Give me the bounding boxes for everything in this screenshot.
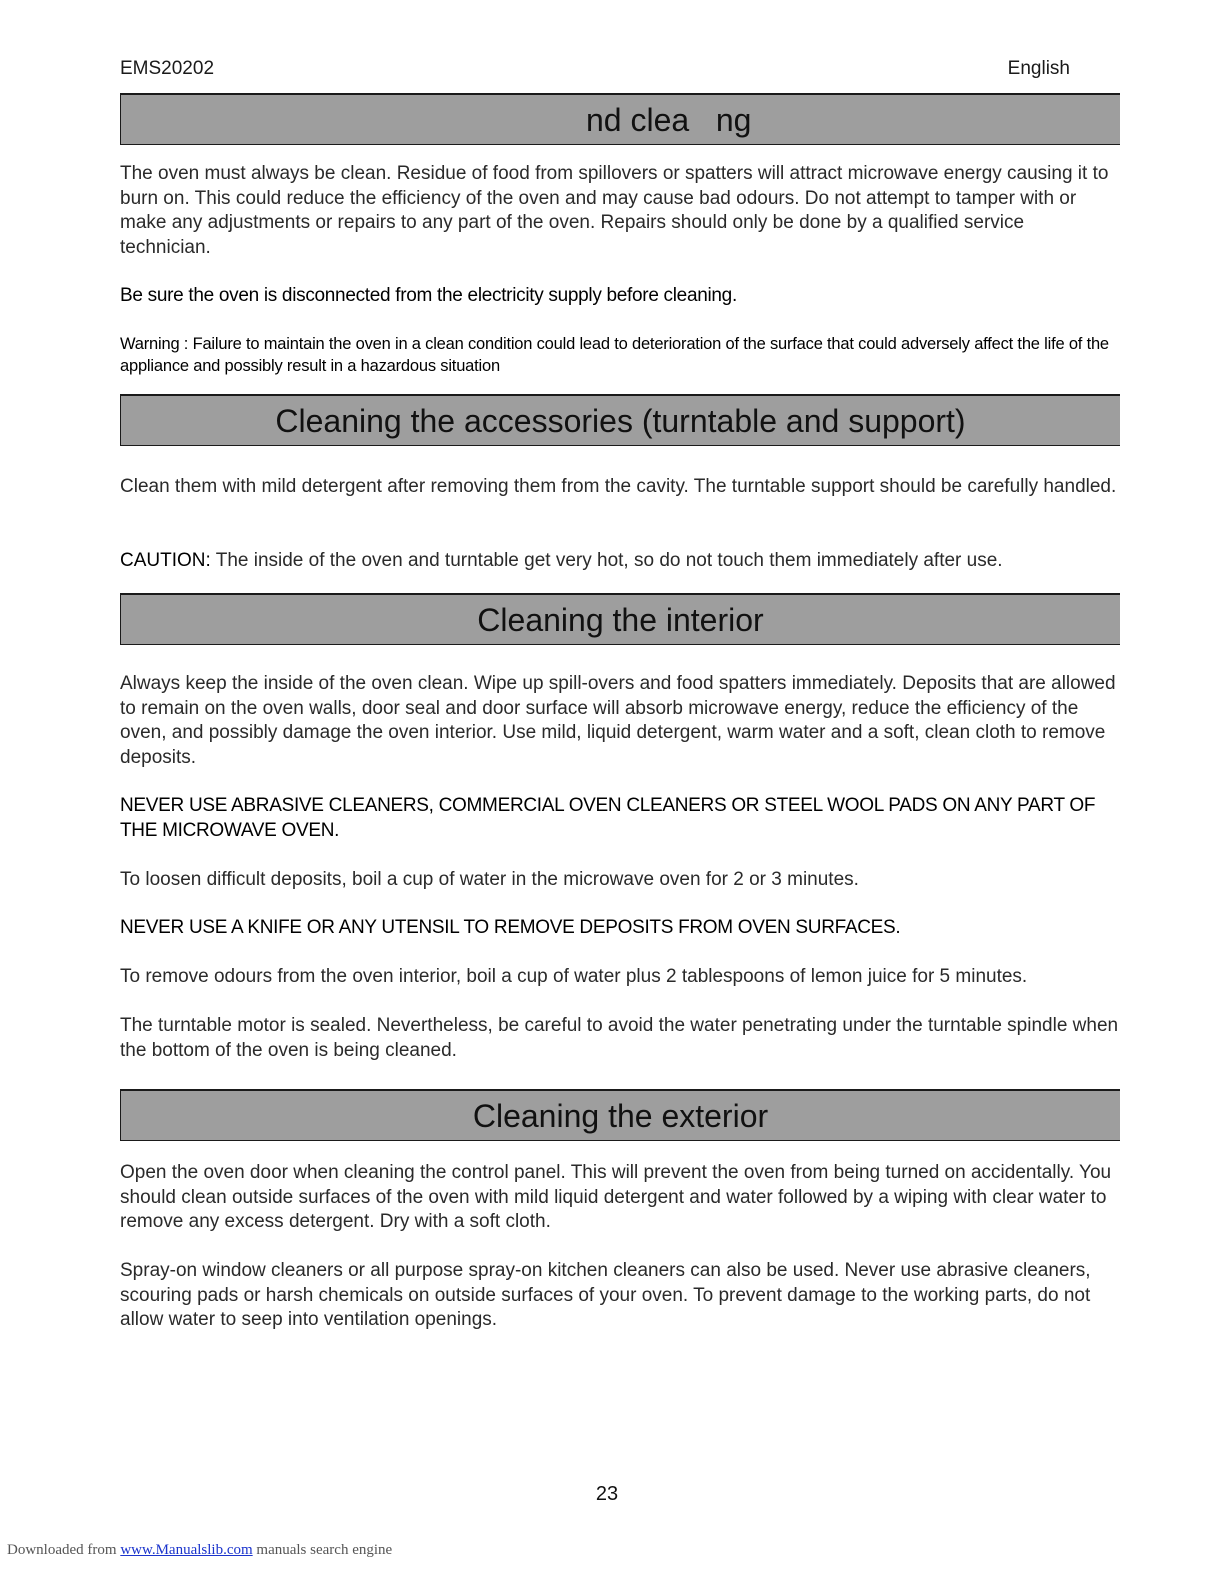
interior-paragraph-3: To loosen difficult deposits, boil a cup of water in the microwave oven for 2 or 3 minutes. — [120, 869, 859, 890]
footer-prefix: Downloaded from — [7, 1542, 121, 1558]
download-footer — [7, 1542, 392, 1559]
language-label: English — [1007, 58, 1070, 79]
page-header — [120, 58, 1070, 82]
manualslib-link[interactable]: www.Manualslib.com — [120, 1542, 253, 1558]
accessories-caution — [120, 549, 1120, 574]
footer-suffix: manuals search engine — [252, 1542, 393, 1558]
interior-paragraph-6: The turntable motor is sealed. Nevertheless, be careful to avoid the water penetrating under the turntable spindle when the bottom of the oven is being cleaned. — [120, 1015, 1119, 1061]
exterior-paragraph-2: Spray-on window cleaners or all purpose spray-on kitchen cleaners can also be used. Never use abrasive cleaners, scouring pads or harsh chemicals on outside surfaces of your oven. To prevent damage to the working parts, do not allow water to seep into ventilation openings. — [120, 1260, 1091, 1330]
accessories-paragraph-1: Clean them with mild detergent after removing them from the cavity. The turntable support should be carefully handled. — [120, 476, 1117, 497]
section-title-maintenance: nd clea ng — [586, 102, 752, 138]
section-banner-exterior — [120, 1089, 1120, 1141]
section-banner-accessories — [120, 394, 1120, 446]
interior-knife-warning: NEVER USE A KNIFE OR ANY UTENSIL TO REMOVE DEPOSITS FROM OVEN SURFACES. — [120, 917, 901, 938]
exterior-paragraph-1: Open the oven door when cleaning the control panel. This will prevent the oven from being turned on accidentally. You should clean outside surfaces of the oven with mild liquid detergent and water followed by a wiping with clear water to remove any excess detergent. Dry with a soft cloth. — [120, 1162, 1112, 1232]
interior-paragraph-5: To remove odours from the oven interior, boil a cup of water plus 2 tablespoons of lemon juice for 5 minutes. — [120, 966, 1028, 987]
section-title-exterior: Cleaning the exterior — [472, 1098, 769, 1134]
section-title-interior: Cleaning the interior — [477, 602, 764, 638]
model-number: EMS20202 — [120, 58, 215, 79]
page-number: 23 — [595, 1483, 619, 1505]
caution-label: CAUTION: — [120, 550, 211, 571]
section-title-accessories: Cleaning the accessories (turntable and support) — [275, 403, 966, 439]
interior-paragraph-1: Always keep the inside of the oven clean. Wipe up spill-overs and food spatters immediately. Deposits that are allowed to remain on the oven walls, door seal and door surface will absorb microwave energy, reduce the efficiency of the oven, and possibly damage the oven interior. Use mild, liquid detergent, warm water and a soft, clean cloth to remove deposits. — [120, 673, 1116, 768]
section-banner-maintenance — [120, 93, 1120, 145]
interior-abrasive-warning: NEVER USE ABRASIVE CLEANERS, COMMERCIAL OVEN CLEANERS OR STEEL WOOL PADS ON ANY PART OF THE MICROWAVE OVEN. — [120, 795, 1096, 841]
disconnect-notice: Be sure the oven is disconnected from the electricity supply before cleaning. — [120, 285, 737, 306]
section-banner-interior — [120, 593, 1120, 645]
maintenance-warning: Warning : Failure to maintain the oven in a clean condition could lead to deterioration of the surface that could adversely affect the life of the appliance and possibly result in a hazardous situation — [120, 335, 1109, 375]
caution-text: The inside of the oven and turntable get very hot, so do not touch them immediately after use. — [210, 550, 1003, 571]
maintenance-paragraph-1: The oven must always be clean. Residue of food from spillovers or spatters will attract microwave energy causing it to burn on. This could reduce the efficiency of the oven and may cause bad odours. Do not attempt to tamper with or make any adjustments or repairs to any part of the oven. Repairs should only be done by a qualified service technician. — [120, 163, 1109, 258]
